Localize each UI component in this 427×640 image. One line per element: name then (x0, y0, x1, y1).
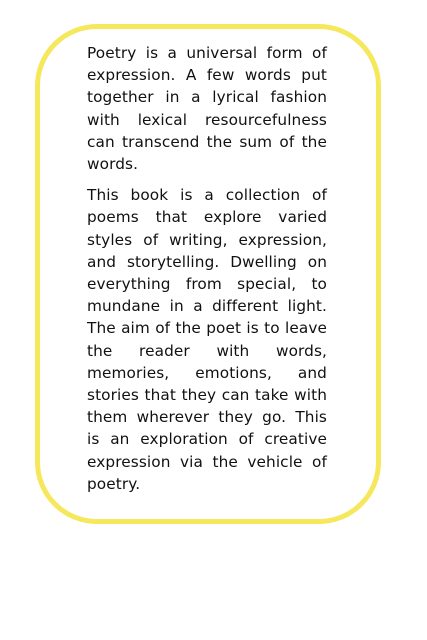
paragraph-intro: Poetry is a universal form of expression. A few words put together in a lyrical fashion with lexical resourcefulness can transcend the sum of the words. (87, 44, 327, 174)
paragraph-description: This book is a collection of poems that explore varied styles of writing, expression, and storytelling. Dwelling on everything from special, to mundane in a different light. The aim of the poet is to leave the reader with words, memories, emotions, and stories that they can take with them wherever they go. This is an exploration of creative expression via the vehicle of poetry. (87, 186, 327, 493)
text-block (87, 42, 327, 504)
